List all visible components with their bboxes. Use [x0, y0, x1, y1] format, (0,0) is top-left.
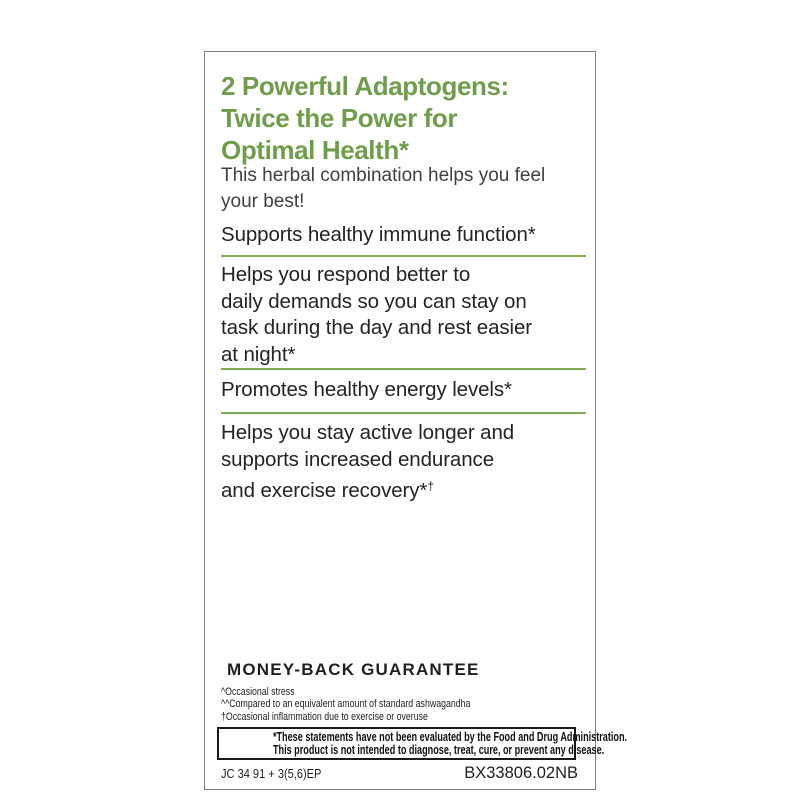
benefit-stress-line-1: Helps you respond better to — [221, 263, 471, 286]
benefit-energy — [221, 377, 512, 404]
production-code-left: JC 34 91 + 3(5,6)EP — [221, 766, 322, 781]
fda-disclaimer-line-2: This product is not intended to diagnose, treat, cure, or prevent any disease. — [272, 741, 605, 757]
money-back-guarantee-heading: MONEY-BACK GUARANTEE — [227, 660, 480, 679]
production-code-right: BX33806.02NB — [464, 764, 578, 782]
benefit-stress-line-4: at night* — [221, 342, 296, 366]
fda-disclaimer-line-1: *These statements have not been evaluated by the Food and Drug Administration. — [272, 729, 628, 744]
intro-text — [221, 163, 545, 215]
benefit-immune-line: Supports healthy immune function* — [221, 223, 536, 246]
fda-disclaimer-box — [217, 727, 628, 760]
benefit-stress — [221, 262, 532, 368]
benefit-endurance-line-2: supports increased endurance — [221, 447, 494, 471]
green-divider — [221, 255, 586, 257]
benefit-stress-line-2: daily demands so you can stay on — [221, 289, 527, 313]
footnote-compared: ^^Compared to an equivalent amount of standard ashwagandha — [221, 698, 471, 711]
label-panel — [204, 51, 628, 790]
heading-line-2: Twice the Power for — [221, 103, 458, 133]
heading-line-3: Optimal Health* — [221, 135, 409, 165]
production-codes-row — [221, 764, 578, 783]
footnote-occasional-stress: ^Occasional stress — [221, 686, 295, 698]
benefit-energy-line: Promotes healthy energy levels* — [221, 378, 512, 401]
benefit-endurance-line-3 — [221, 473, 514, 505]
benefit-endurance — [221, 420, 514, 505]
green-divider — [221, 412, 586, 414]
dagger-superscript: † — [427, 479, 434, 493]
intro-line-1: This herbal combination helps you feel — [221, 165, 546, 186]
intro-line-2: your best! — [221, 191, 305, 212]
benefit-immune — [221, 222, 536, 249]
footnotes — [221, 686, 470, 723]
heading-line-1: 2 Powerful Adaptogens: — [221, 71, 509, 101]
green-divider — [221, 368, 586, 370]
benefit-endurance-line-3-text: and exercise recovery* — [221, 479, 428, 502]
benefit-endurance-line-1: Helps you stay active longer and — [221, 421, 515, 444]
product-claim-heading — [221, 70, 509, 166]
benefit-stress-line-3: task during the day and rest easier — [221, 316, 533, 339]
footnote-inflammation: †Occasional inflammation due to exercise or overuse — [221, 710, 428, 723]
